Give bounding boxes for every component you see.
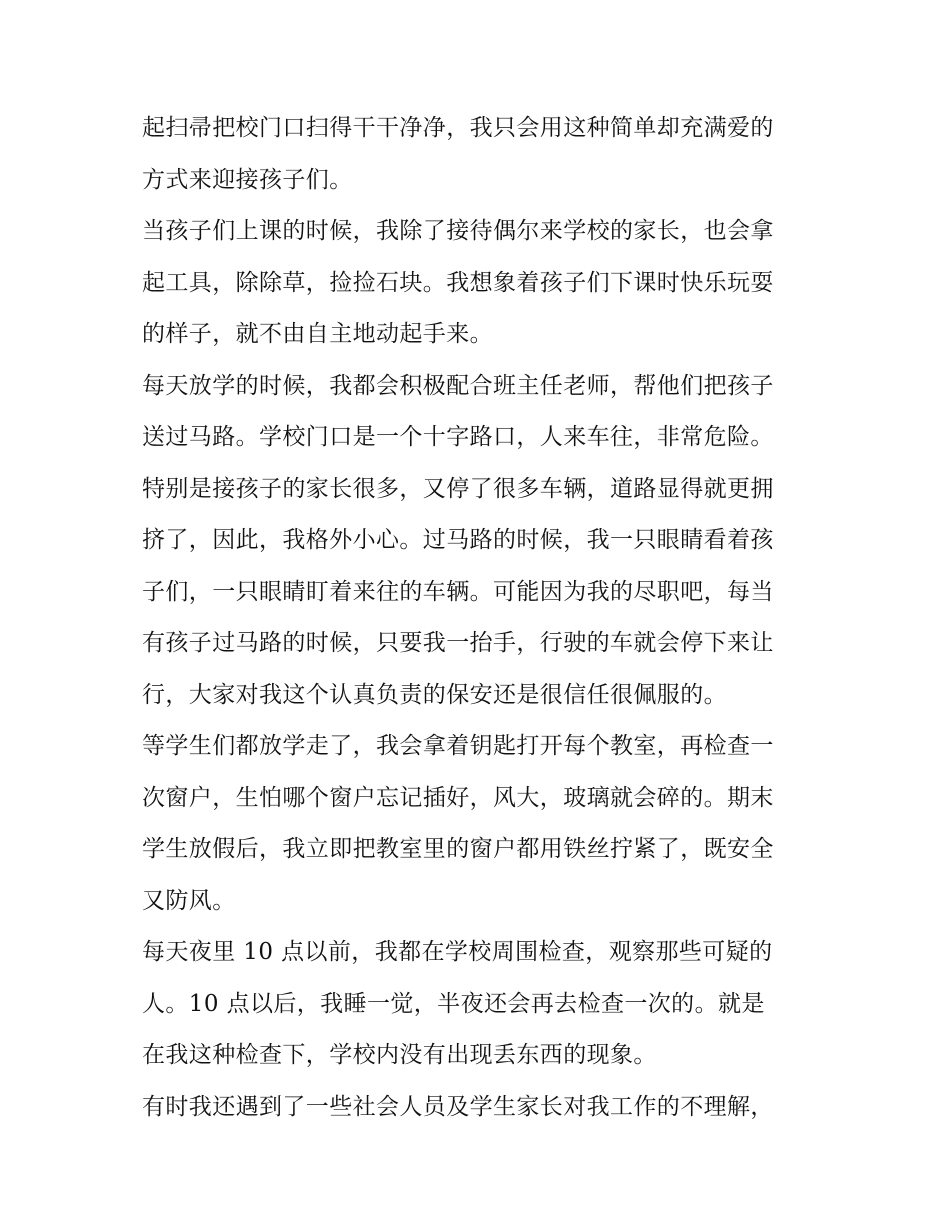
text-line: 有孩子过马路的时候，只要我一抬手，行驶的车就会停下来让: [142, 630, 774, 656]
text-line: 起扫帚把校门口扫得干干净净，我只会用这种简单却充满爱的: [142, 115, 774, 141]
text-line: 方式来迎接孩子们。: [142, 166, 353, 193]
text-line: 送过马路。学校门口是一个十字路口，人来车往，非常危险。: [142, 424, 774, 450]
text-line: 等学生们都放学走了，我会拿着钥匙打开每个教室，再检查一: [142, 733, 774, 759]
text-line: 每天放学的时候，我都会积极配合班主任老师，帮他们把孩子: [142, 372, 774, 399]
text-line: 行，大家对我这个认真负责的保安还是很信任很佩服的。: [142, 681, 727, 708]
text-line: 学生放假后，我立即把教室里的窗户都用铁丝拧紧了，既安全: [142, 836, 774, 862]
text-line: 又防风。: [142, 887, 236, 914]
text-line: 特别是接孩子的家长很多，又停了很多车辆，道路显得就更拥: [142, 475, 774, 502]
text-line: 的样子，就不由自主地动起手来。: [142, 321, 493, 347]
text-line: 每天夜里 10 点以前，我都在学校周围检查，观察那些可疑的: [142, 939, 773, 965]
text-line: 在我这种检查下，学校内没有出现丢东西的现象。: [142, 1042, 657, 1068]
text-line: 次窗户，生怕哪个窗户忘记插好，风大，玻璃就会碎的。期末: [142, 784, 774, 811]
text-line: 人。10 点以后，我睡一觉，半夜还会再去检查一次的。就是: [142, 990, 765, 1017]
text-line: 挤了，因此，我格外小心。过马路的时候，我一只眼睛看着孩: [142, 527, 774, 553]
text-line: 子们，一只眼睛盯着来往的车辆。可能因为我的尽职吧，每当: [142, 578, 774, 605]
text-line: 当孩子们上课的时候，我除了接待偶尔来学校的家长，也会拿: [142, 218, 774, 244]
body-text: [142, 103, 812, 1133]
text-line: 有时我还遇到了一些社会人员及学生家长对我工作的不理解，: [142, 1093, 774, 1120]
text-line: 起工具，除除草，捡捡石块。我想象着孩子们下课时快乐玩耍: [142, 269, 774, 296]
